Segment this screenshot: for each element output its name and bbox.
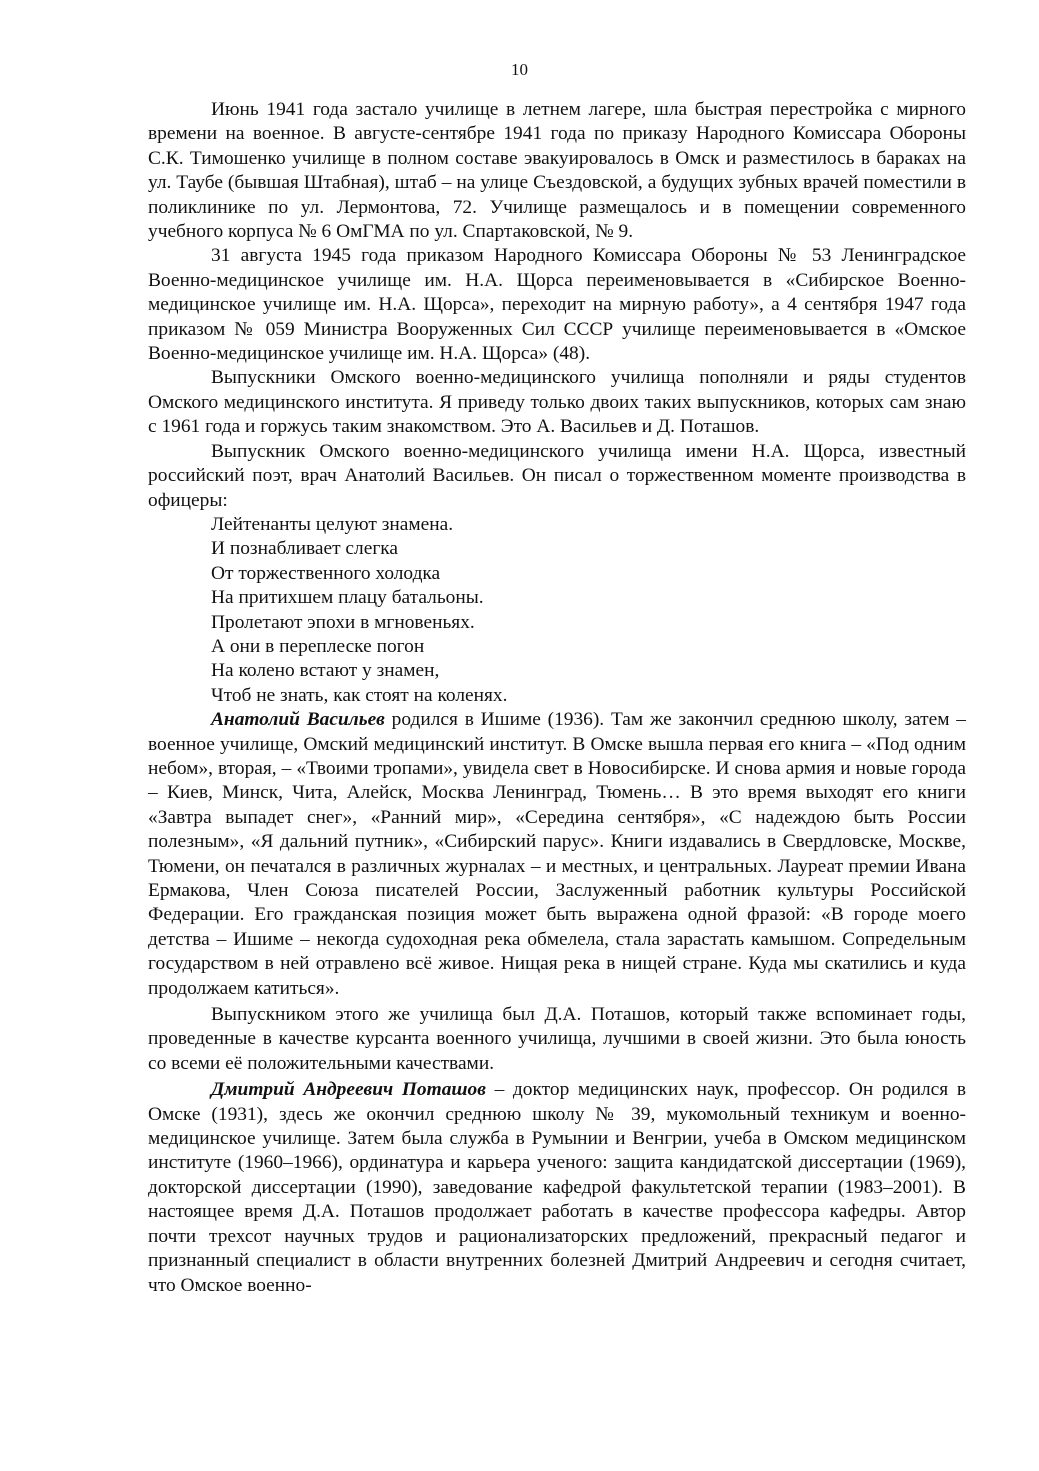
person-name-vasiliev: Анатолий Васильев	[211, 709, 385, 731]
poem-line: От торжественного холодка	[211, 562, 441, 584]
poem-line: А они в переплеске погон	[211, 635, 425, 657]
poem-line: Пролетают эпохи в мгновеньях.	[211, 611, 475, 633]
poem-line: На колено встают у знамен,	[211, 660, 440, 682]
paragraph-vasiliev-bio	[148, 708, 966, 1001]
poem-line: Чтоб не знать, как стоят на коленях.	[211, 684, 508, 706]
paragraph-vasiliev-intro: Выпускник Омского военно-медицинского училища имени Н.А. Щорса, известный российский поэт, врач Анатолий Васильев. Он писал о торжественном моменте производства в офицеры:	[148, 440, 966, 511]
paragraph-potashov-intro: Выпускником этого же училища был Д.А. Поташов, который также вспоминает годы, проведенные в качестве курсанта военного училища, лучшими в своей жизни. Это была юность со всеми её положительными качествами.	[148, 1004, 966, 1074]
poem-line: И познабливает слегка	[211, 538, 399, 560]
paragraph-renaming: 31 августа 1945 года приказом Народного Комиссара Обороны № 53 Ленинградское Военно-медицинское училище им. Н.А. Щорса переименовывается в «Сибирское Военно-медицинское училище им. Н.А. Щорса», переходит на мирную работу», а 4 сентября 1947 года приказом № 059 Министра Вооруженных Сил СССР училище переименовывается в «Омское Военно-медицинское училище им. Н.А. Щорса» (48).	[148, 245, 966, 365]
poem-line: Лейтенанты целуют знамена.	[211, 513, 454, 535]
paragraph-evacuation: Июнь 1941 года застало училище в летнем лагере, шла быстрая перестройка с мирного времени на военное. В августе-сентябре 1941 года по приказу Народного Комиссара Обороны С.К. Тимошенко училище в полном составе эвакуировалось в Омск и разместилось в бараках на ул. Таубе (бывшая Штабная), штаб – на улице Съездовской, а будущих зубных врачей поместили в поликлинике по ул. Лермонтова, 72. Училище размещалось и в помещении современного учебного корпуса № 6 ОмГМА по ул. Спартаковской, № 9.	[148, 99, 966, 243]
person-name-potashov: Дмитрий Андреевич Поташов	[211, 1079, 486, 1101]
paragraph-potashov-bio	[148, 1078, 966, 1298]
poem	[148, 513, 966, 708]
page-number: 10	[511, 60, 528, 79]
potashov-bio-text: – доктор медицинских наук, профессор. Он родился в Омске (1931), здесь же окончил среднюю школу № 39, мукомольный техникум и военно-медицинское училище. Затем была служба в Румынии и Венгрии, учеба в Омском медицинском институте (1960–1966), ординатура и карьера ученого: защита кандидатской диссертации (1969), докторской диссертации (1990), заведование кафедрой факультетской терапии (1983–2001). В настоящее время Д.А. Поташов продолжает работать в качестве профессора кафедры. Автор почти трехсот научных трудов и рационализаторских предложений, прекрасный педагог и признанный специалист в области внутренних болезней Дмитрий Андреевич и сегодня считает, что Омское военно-	[148, 1079, 966, 1296]
poem-line: На притихшем плацу батальоны.	[211, 587, 484, 609]
vasiliev-bio-text: родился в Ишиме (1936). Там же закончил среднюю школу, затем – военное училище, Омский медицинский институт. В Омске вышла первая его книга – «Под одним небом», вторая, – «Твоими тропами», увидела свет в Новосибирске. И снова армия и новые города – Киев, Минск, Чита, Алейск, Москва Ленинград, Тюмень… В это время выходят его книги «Завтра выпадет снег», «Ранний мир», «Середина сентября», «С надеждою быть России полезным», «Я дальний путник», «Сибирский парус». Книги издавались в Свердловске, Москве, Тюмени, он печатался в различных журналах – и местных, и центральных. Лауреат премии Ивана Ермакова, Член Союза писателей России, Заслуженный работник культуры Российской Федерации. Его гражданская позиция может быть выражена одной фразой: «В городе моего детства – Ишиме – некогда судоходная река обмелела, стала зарастать камышом. Сопредельным государством в ней отравлено всё живое. Нищая река в нищей стране. Куда мы скатились и куда продолжаем катиться».	[148, 709, 966, 999]
body-text	[148, 98, 966, 1298]
paragraph-graduates: Выпускники Омского военно-медицинского училища пополняли и ряды студентов Омского медицинского института. Я приведу только двоих таких выпускников, которых сам знаю с 1961 года и горжусь таким знакомством. Это А. Васильев и Д. Поташов.	[148, 367, 966, 438]
